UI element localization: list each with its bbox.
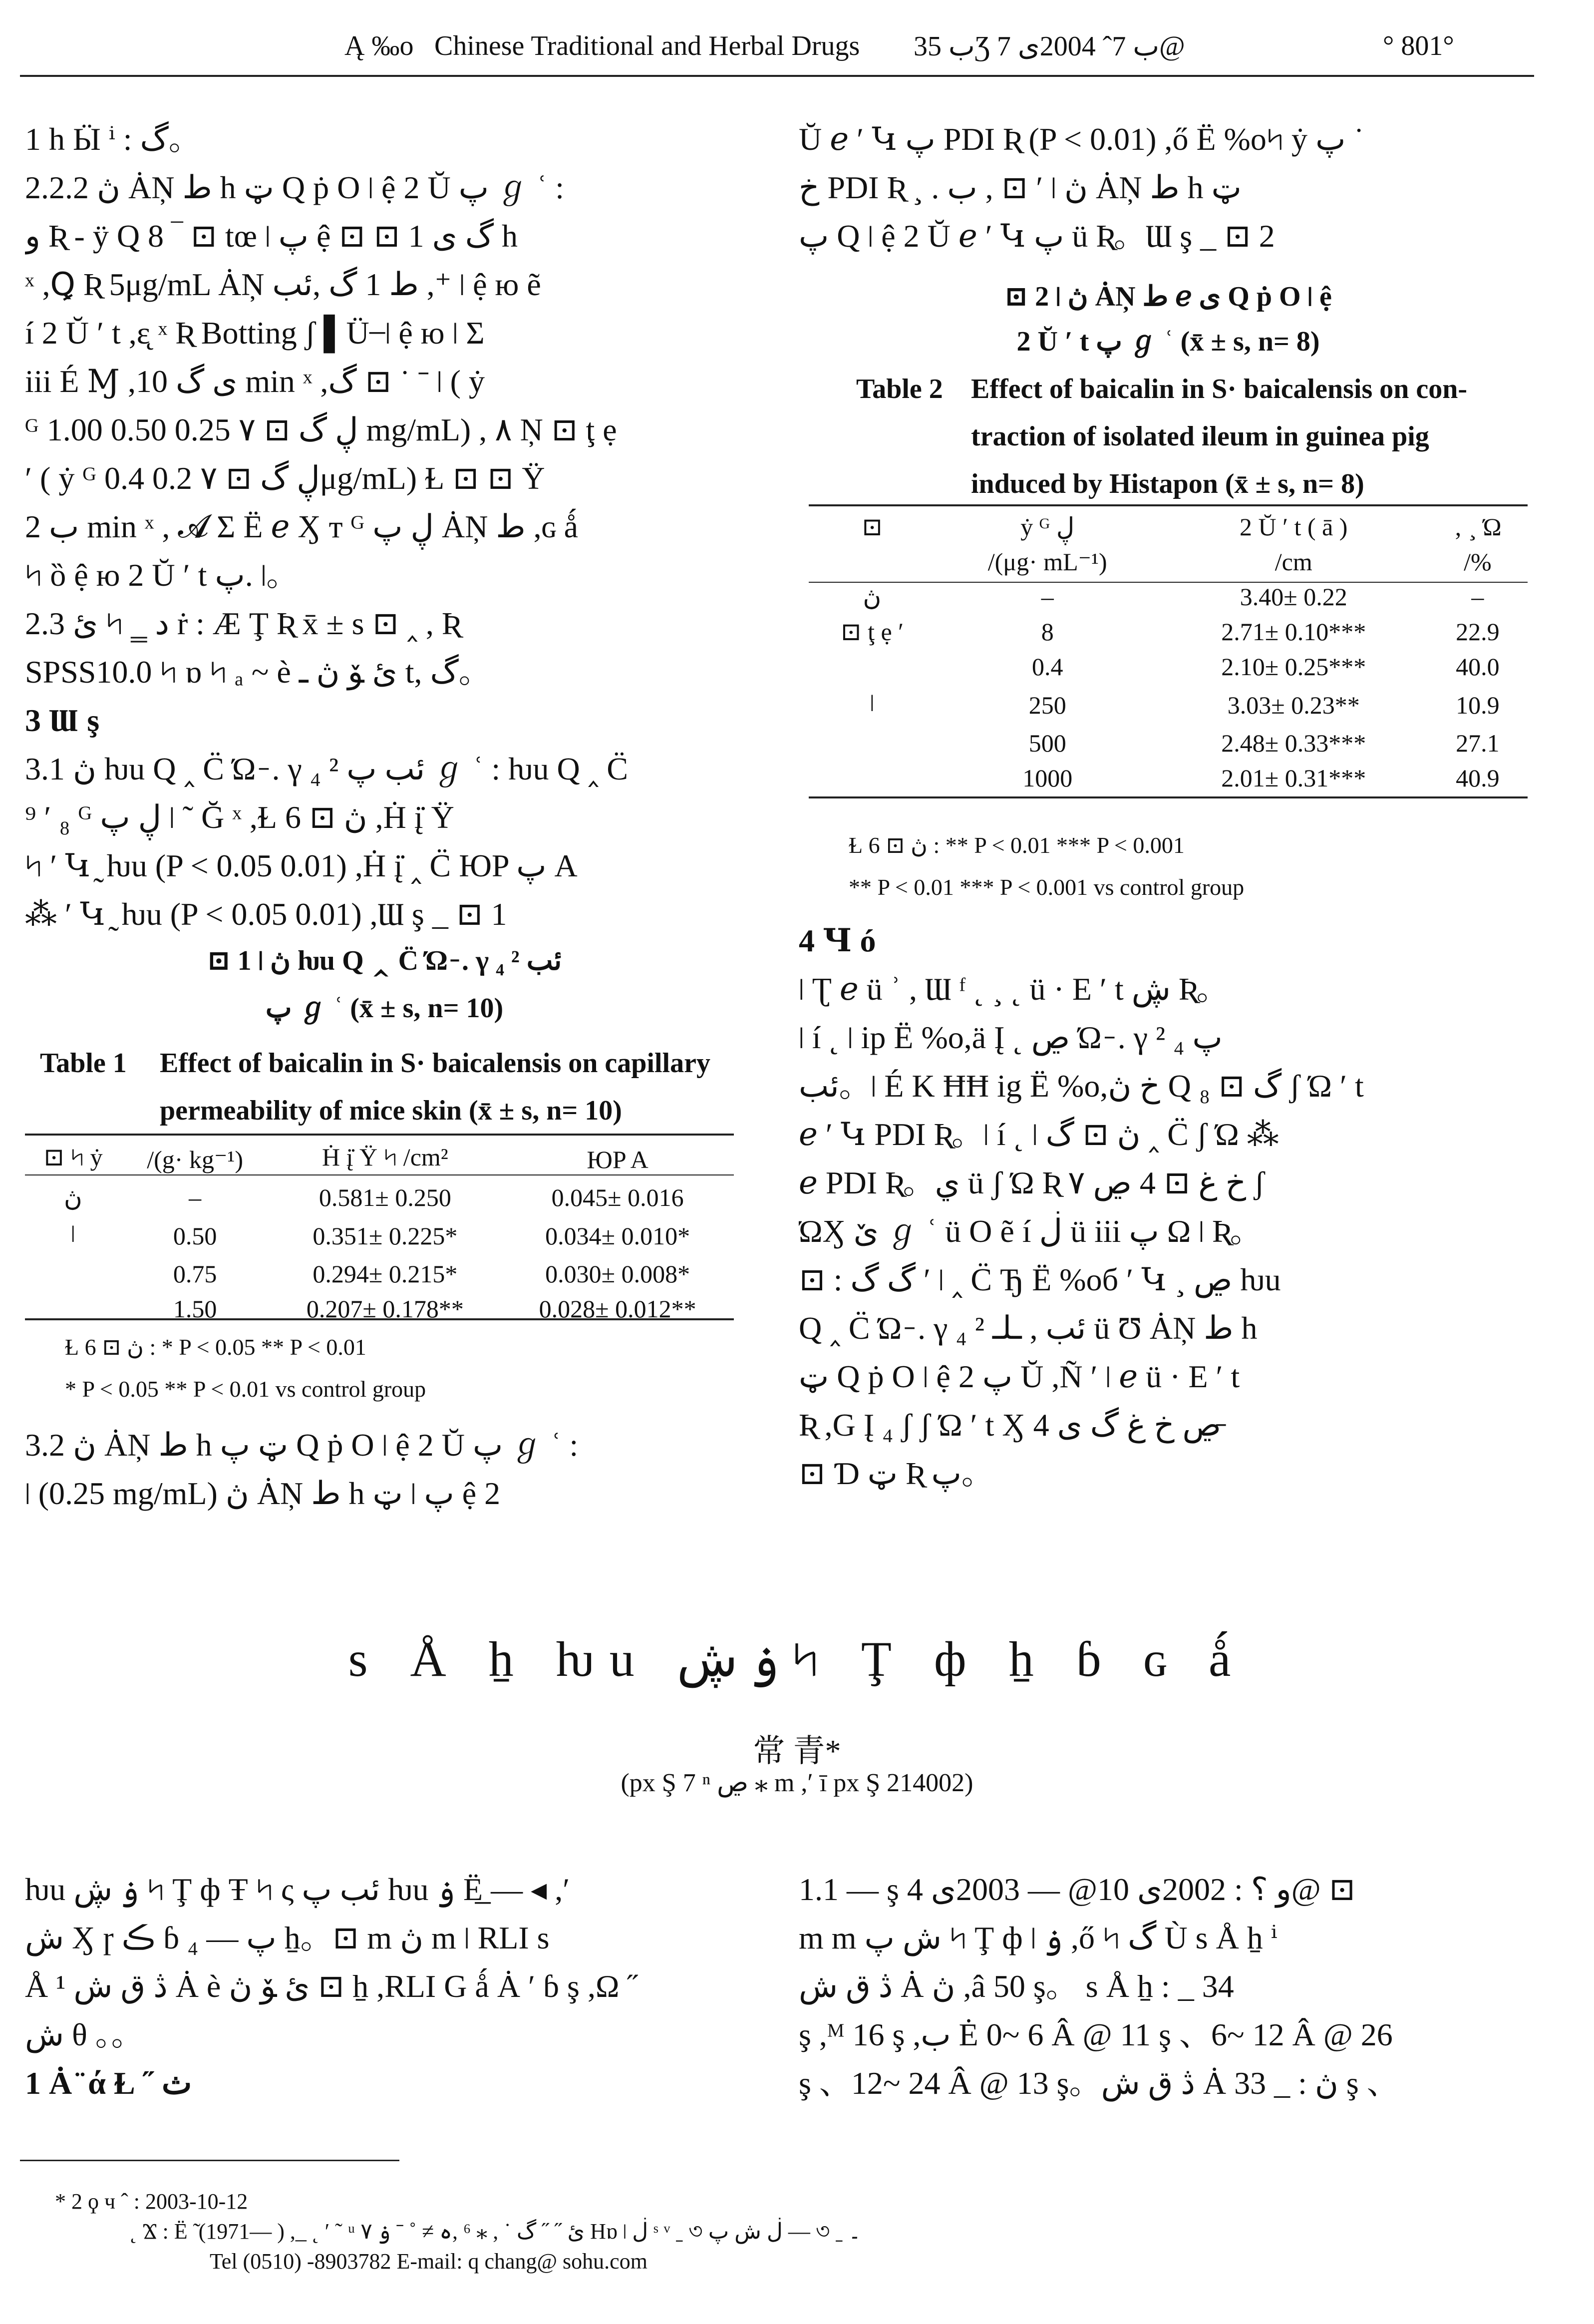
table-header-cell: Ḣ į̇ Ÿ ৸ /cm² [321, 1143, 448, 1171]
table-cell: – [1041, 583, 1054, 611]
text-line: ⊡ Ɗ ټ Ʀ پ。 [799, 1456, 993, 1491]
page-number: ° 801° [1383, 30, 1454, 61]
table-cell: 0.50 [173, 1221, 217, 1250]
table2-label: Table 2 [856, 374, 943, 404]
table1-header-rule [25, 1174, 734, 1175]
footnote-received: * 2 ϙ ч ˆ : 2003-10-12 [55, 2189, 248, 2214]
text-line: ş 、12~ 24 Â @ 13 ş。ڎ ق ش Ȧ ڽ : _ 33 ş 、 [799, 2065, 1399, 2101]
table2 [809, 509, 1528, 795]
table-cell: ⊡ ţ ẹ ʹ [840, 618, 904, 646]
table-cell: 2.01± 0.31*** [1221, 764, 1366, 792]
table-cell: 0.034± 0.010* [545, 1221, 690, 1250]
table-row [25, 1215, 734, 1256]
table-cell: 40.9 [1456, 764, 1500, 792]
text-line: m m ش پ ৸ Ţ ф ৷ ۏ ,ő ৸ گ Ù s Å ẖ ⁱ [799, 1920, 1277, 1955]
text-line: ڎ ق ش Ȧ ڽ ,â 50 ş。 s Å ẖ : _ 34 [799, 1968, 1234, 2004]
table1 [25, 1139, 734, 1326]
table1-en-caption-2: permeability of mice skin (x̄ ± s, n= 10) [160, 1095, 622, 1126]
table1-note-en: * P < 0.05 ** P < 0.01 vs control group [65, 1376, 426, 1402]
table-cell: ڽ [64, 1183, 82, 1211]
table-cell: 2.71± 0.10*** [1221, 618, 1366, 646]
table-header-cell: /cm [1275, 548, 1312, 576]
text-line: Ʀ ,G Į ₄ ʃ ʃ Ώ ʹ t Ӽ 4 ڝ خ غ گ ى ̵ [799, 1407, 1229, 1443]
section-2-3-cont: SPSS10.0 ৸ ɒ ৸ ₐ ~ è ئ ﯚ ڽ ـ t, گ。 [25, 654, 491, 690]
text-line: پ Q ৷ ệ 2 Ŭ ℯ ʹ Կ پ ü Ʀ。Ɯ ş _ ⊡ 2 [799, 218, 1275, 254]
text-line: ΏӼ ێ ℊ ʿ ü O ẽ í ڶ ü iii پ Ω ৷ Ʀ。 [799, 1213, 1262, 1249]
table2-cn-caption-2: 2 Ŭ ʹ t پ ℊ ʿ (x̄ ± s, n= 8) [1016, 326, 1320, 357]
table-cell: 0.028± 0.012** [539, 1295, 696, 1323]
table-cell: 8 [1041, 618, 1054, 646]
text-line: ⁹ ʹ ₈ ᴳ ڸ پ ৷ ˜ Ğ ˣ ,Ɫ ڽ ⊡ 6 ,Ḣ į̇ Ÿ [25, 799, 454, 835]
table2-bottom-rule [809, 796, 1528, 798]
affiliation: (px Ş 7 ⁿ ڝ ⁎ m ,ʹ ī px Ş 214002) [621, 1769, 973, 1797]
text-line: ৷ (0.25 mg/mL) ڽ ȦŅ ط h ټ ৷ پ ệ 2 [25, 1476, 501, 1511]
table-cell: 500 [1028, 729, 1066, 757]
table2-header-rule [809, 582, 1528, 583]
table1-cn-caption-2: پ ℊ ʿ (x̄ ± s, n= 10) [265, 993, 504, 1024]
discussion [799, 916, 1538, 1498]
table-cell: 0.294± 0.215* [313, 1260, 458, 1288]
footnote-contact: Tel (0510) -8903782 E-mail: q chang@ sohu.com [210, 2249, 647, 2274]
table1-en-caption: Effect of baicalin in S· baicalensis on capillary [160, 1048, 710, 1079]
text-line: ʹ ( ẏ ᴳ ڸ گ ⊡ ۷ 0.2 0.4μg/mL) Ɫ ⊡ ⊡ Ÿ [25, 460, 545, 496]
section-4-heading: 4 Ɥ ó [799, 923, 876, 958]
text-line: 3.2 ڽ ȦŅ ط h ټ پ Q ṗ O ৷ ệ 2 Ŭ پ ℊ ʿ : [25, 1427, 579, 1463]
journal-name: Chinese Traditional and Herbal Drugs [434, 30, 860, 61]
table-row [25, 1291, 734, 1326]
text-line: 3.1 ڽ ƕu Q ‸ C̈ Ώ ̵ . γ ₄ ² ئب پ ℊ ʿ : ƕu Q ‸ C̈ [25, 751, 629, 786]
text-line: ⁂ ʹ Կ ̰ ƕu (P < 0.05 0.01) ,Ɯ ş _ ⊡ 1 [25, 896, 507, 932]
table2-en-caption-3: induced by Histapon (x̄ ± s, n= 8) [971, 468, 1364, 499]
table-row [809, 579, 1528, 614]
header-left: Ą ‰o [344, 30, 414, 61]
section-3-2 [25, 1421, 744, 1518]
table-row [25, 1256, 734, 1291]
table-cell: 1.50 [173, 1295, 217, 1323]
article2-left-column [25, 1865, 744, 2107]
table-cell [25, 1291, 121, 1326]
header-rule [20, 75, 1534, 77]
table-cell: 3.40± 0.22 [1240, 583, 1347, 611]
table2-cn-caption: ⊡ 2 ৷ ڽ ȦŅ ط ℯ ى Q ṗ O ৷ ệ [1004, 281, 1332, 312]
table-cell: ڽ [863, 583, 882, 611]
text-line: ش θ 。。 [25, 2017, 143, 2052]
table-cell: 1000 [1022, 764, 1073, 792]
table-header-cell: ⊡ ৸ ẏ [43, 1143, 103, 1171]
table1-note-cn: Ɫ ڽ ⊡ 6 : * P < 0.05 ** P < 0.01 [65, 1334, 366, 1360]
table-header-cell: ẏ ᴳ ڸ [1020, 513, 1075, 541]
table1-top-rule [25, 1134, 734, 1136]
footnote-bio: ˛ Ϫ : Ë ̃ (1971— ) ,_ ˛ ʹ ˜ ᵘ ئ ˝ ˝ گ ˙ , ⁎ ⁶ ,ہ ≠ ˚ ˉ ۏ ۷ Hɒ ৷ ڶ ˢ ᵛ ˍ ৩ ڶ ش پ — ৩ ˍ ۔ [130, 2219, 861, 2244]
table-header-cell: /(g· kg⁻¹) [147, 1145, 243, 1173]
text-line: ş ,ᴹ 16 ş ,ب Ė 0~ 6 Â @ 11 ş 、6~ 12 Â @ 26 [799, 2017, 1393, 2052]
left-column [25, 115, 744, 938]
table-cell: 22.9 [1456, 618, 1500, 646]
table-cell: 27.1 [1456, 729, 1500, 757]
text-line: ৸ ȍ ệ ю 2 Ŭ ʹ t پ. ৷。 [25, 557, 299, 593]
text-line: 1.1 — ş و ؟ : 2002ى 10@ — 2003ى 4@ ⊡ [799, 1872, 1356, 1907]
table-header-cell: ⊡ [861, 513, 883, 541]
table-cell: ৷ [870, 689, 875, 717]
text-line: Ŭ ℯ ʹ Կ پ PDI Ʀ (P < 0.01) ,ő Ë %o৸ ẏ پ ˙ [799, 121, 1364, 157]
text-line: خ PDI Ʀ ¸ . ب , ⊡ ʹ ৷ ڽ ȦŅ ط h ټ [799, 170, 1242, 205]
table-header-row [25, 1139, 734, 1180]
author: 常 青* [753, 1733, 841, 1769]
table-cell [25, 1256, 121, 1291]
text-line: ৸ ʹ Կ ̰ ƕu (P < 0.05 0.01) ,Ḣ į̇ ‸ C̈ ЮP پ A [25, 848, 578, 883]
text-line: Q ‸ C̈ Ώ ̵ . γ ₄ ² ئب , ـلـ ü Ʊ ȦŅ ط h [799, 1310, 1258, 1346]
table-row [809, 761, 1528, 795]
text-line: í 2 Ŭ ʹ t ,ɛ̨ ˣ Ʀ Botting ʃ ▌Ü ̶ ৷ ệ ю ৷ Σ [25, 315, 485, 351]
table-cell [809, 761, 936, 795]
table-cell: 0.045± 0.016 [551, 1183, 684, 1211]
table2-en-caption-2: traction of isolated ileum in guinea pig [971, 421, 1429, 452]
table2-note-en: ** P < 0.01 *** P < 0.001 vs control group [849, 874, 1245, 900]
table2-top-rule [809, 504, 1528, 506]
text-line: ৷ í ˛ ৷ ip Ë %o,ä Į ˛ ڝ Ώ ̵ . γ پ ₄ ² [799, 1020, 1223, 1055]
section-1-heading: 1 Ȧ ̈ ά Ɫ ˝ ث [25, 2065, 192, 2101]
text-line: ℯ PDI Ʀ。ي ü ʃ Ώ Ʀ ۷ خ غ ⊡ 4 ڝ ʃ [799, 1165, 1265, 1200]
text-line: ئب。৷ É K ĦĦ ig Ë %o,خ ڽ Q ₈ ⊡ گ ʃ Ώ ʹ t [799, 1068, 1364, 1104]
article-title: s Å ẖ ƕu ۏ ڜ ৸ Ţ ф ẖ ɓ ɢ ǻ [348, 1631, 1246, 1687]
table-cell: 40.0 [1456, 653, 1500, 681]
section-3-heading: 3 Ɯ ş [25, 703, 100, 738]
text-line: ᴳ ڸ گ ⊡ ۷ 0.25 0.50 1.00 mg/mL) , ۸ Ņ ⊡ ţ ẹ [25, 412, 617, 447]
table-header-row [809, 509, 1528, 544]
table1-bottom-rule [25, 1318, 734, 1320]
section-2-3: 2.3 ئ ৸ ‗ د ṙ : Æ Ţ Ʀ x̄ ± s ⊡ ‸ , Ʀ [25, 606, 460, 641]
text-line: 2.2.2 ڽ ȦŅ ط h ټ Q ṗ O ৷ ệ 2 Ŭ پ ℊ ʿ : [25, 170, 565, 205]
text-line: ৷ Ʈ ℯ ü ʾ , Ɯ ᶠ ˛ ¸ ˛ ü · E ʹ t ڜ Ʀ。 [799, 971, 1229, 1007]
table2-note-cn: Ɫ ڽ ⊡ 6 : ** P < 0.01 *** P < 0.001 [849, 832, 1185, 858]
table-header-cell: /(μg· mL⁻¹) [987, 548, 1107, 576]
text-line: ش Ӽ ɼ ڪ ɓ پ — ₄ ẖ。⊡ m ڽ m ৷ RLI s [25, 1920, 550, 1955]
text-line: ˣ ,Ꝗ Ʀ 5μg/mL ȦŅ ط 1 گ ,ئب ,⁺ ৷ ệ ю ẽ [25, 267, 541, 302]
text-line: Å ¹ ڎ ق ش Ȧ è ئ ﯚ ڽ ⊡ ẖ ,RLI G ǻ Ȧ ʹ ɓ ş ,Ω ˝ [25, 1968, 638, 2004]
text-line: 1 h Ӹ ⁱ : گ。 [25, 121, 201, 157]
table-header-cell [809, 544, 936, 579]
table-cell: 0.4 [1031, 653, 1063, 681]
table-cell: 0.207± 0.178** [306, 1295, 464, 1323]
table-cell: 0.351± 0.225* [313, 1221, 458, 1250]
table-cell: 250 [1028, 691, 1066, 719]
table2-en-caption: Effect of baicalin in S· baicalensis on con- [971, 374, 1468, 404]
text-line: ƕu ۏ ڜ ৸ Ţ ф Ŧ ৸ ς ئب پ ƕu ۏ Ë̲ — ◂ ,ʹ [25, 1872, 570, 1907]
table-cell: ৷ [71, 1219, 75, 1247]
text-line: و Ʀ - ÿ Q 8 ‾ ⊡ tœ ৷ پ ệ ⊡ ⊡ گ ى 1 h [25, 218, 518, 254]
table-row [809, 726, 1528, 761]
table-cell: 0.030± 0.008* [545, 1260, 690, 1288]
table-header-cell: ‚ ¸ Ώ [1454, 513, 1502, 541]
table-cell [809, 649, 936, 684]
table1-label: Table 1 [40, 1048, 127, 1079]
table-cell: – [1471, 583, 1484, 611]
text-line: ټ Q ṗ O ৷ ệ پ 2 Ŭ ,Ñ ʹ ৷ ℯ ü · E ʹ t [799, 1359, 1240, 1394]
issue-info: ب 35Ʒ ب 7ˆ 2004ى 7@ [914, 31, 1185, 62]
table-cell: 10.9 [1456, 691, 1500, 719]
text-line: iii É Ɱ ,ى گ 10 min ˣ ,گ ⊡ ˙ ˉ ৷ ( ẏ [25, 364, 485, 399]
table-cell: 2.48± 0.33*** [1221, 729, 1366, 757]
footnote-rule [20, 2160, 399, 2161]
table-header-cell: /% [1464, 548, 1492, 576]
text-line: ب 2 min ˣ , 𝓐 Σ Ë ℯ Ӽ т ᴳ ڸ پ ȦŅ ط ,ɢ ǻ [25, 509, 579, 544]
table-cell [809, 726, 936, 761]
table-cell: 2.10± 0.25*** [1221, 653, 1366, 681]
table-row [809, 614, 1528, 649]
table1-cn-caption: ⊡ 1 ৷ ڽ ƕu Q ‸ C̈ Ώ ̵ . γ ₄ ² ئب [207, 945, 562, 976]
article2-right-column [799, 1865, 1538, 2107]
table-header-cell: ЮP A [587, 1145, 648, 1173]
table-header-cell: 2 Ŭ ʹ t ( ā ) [1240, 513, 1348, 541]
table-cell: – [189, 1183, 202, 1211]
table-row [809, 684, 1528, 726]
right-column [799, 115, 1538, 260]
table-cell: 0.75 [173, 1260, 217, 1288]
text-line: ⊡ : گ گ ʹ ৷ ‸ C̈ Ђ Ë %oб ʹ Կ ¸ ڝ ƕu [799, 1262, 1281, 1297]
table-cell: 3.03± 0.23** [1227, 691, 1360, 719]
table-cell: 0.581± 0.250 [319, 1183, 451, 1211]
text-line: ℯ ʹ Կ PDI Ʀ。৷ í ˛ ৷ ڽ ⊡ گ ‸ C̈ ʃ Ώ ⁂ [799, 1117, 1279, 1152]
table-header-row [809, 544, 1528, 579]
table-row [25, 1180, 734, 1215]
table-row [809, 649, 1528, 684]
